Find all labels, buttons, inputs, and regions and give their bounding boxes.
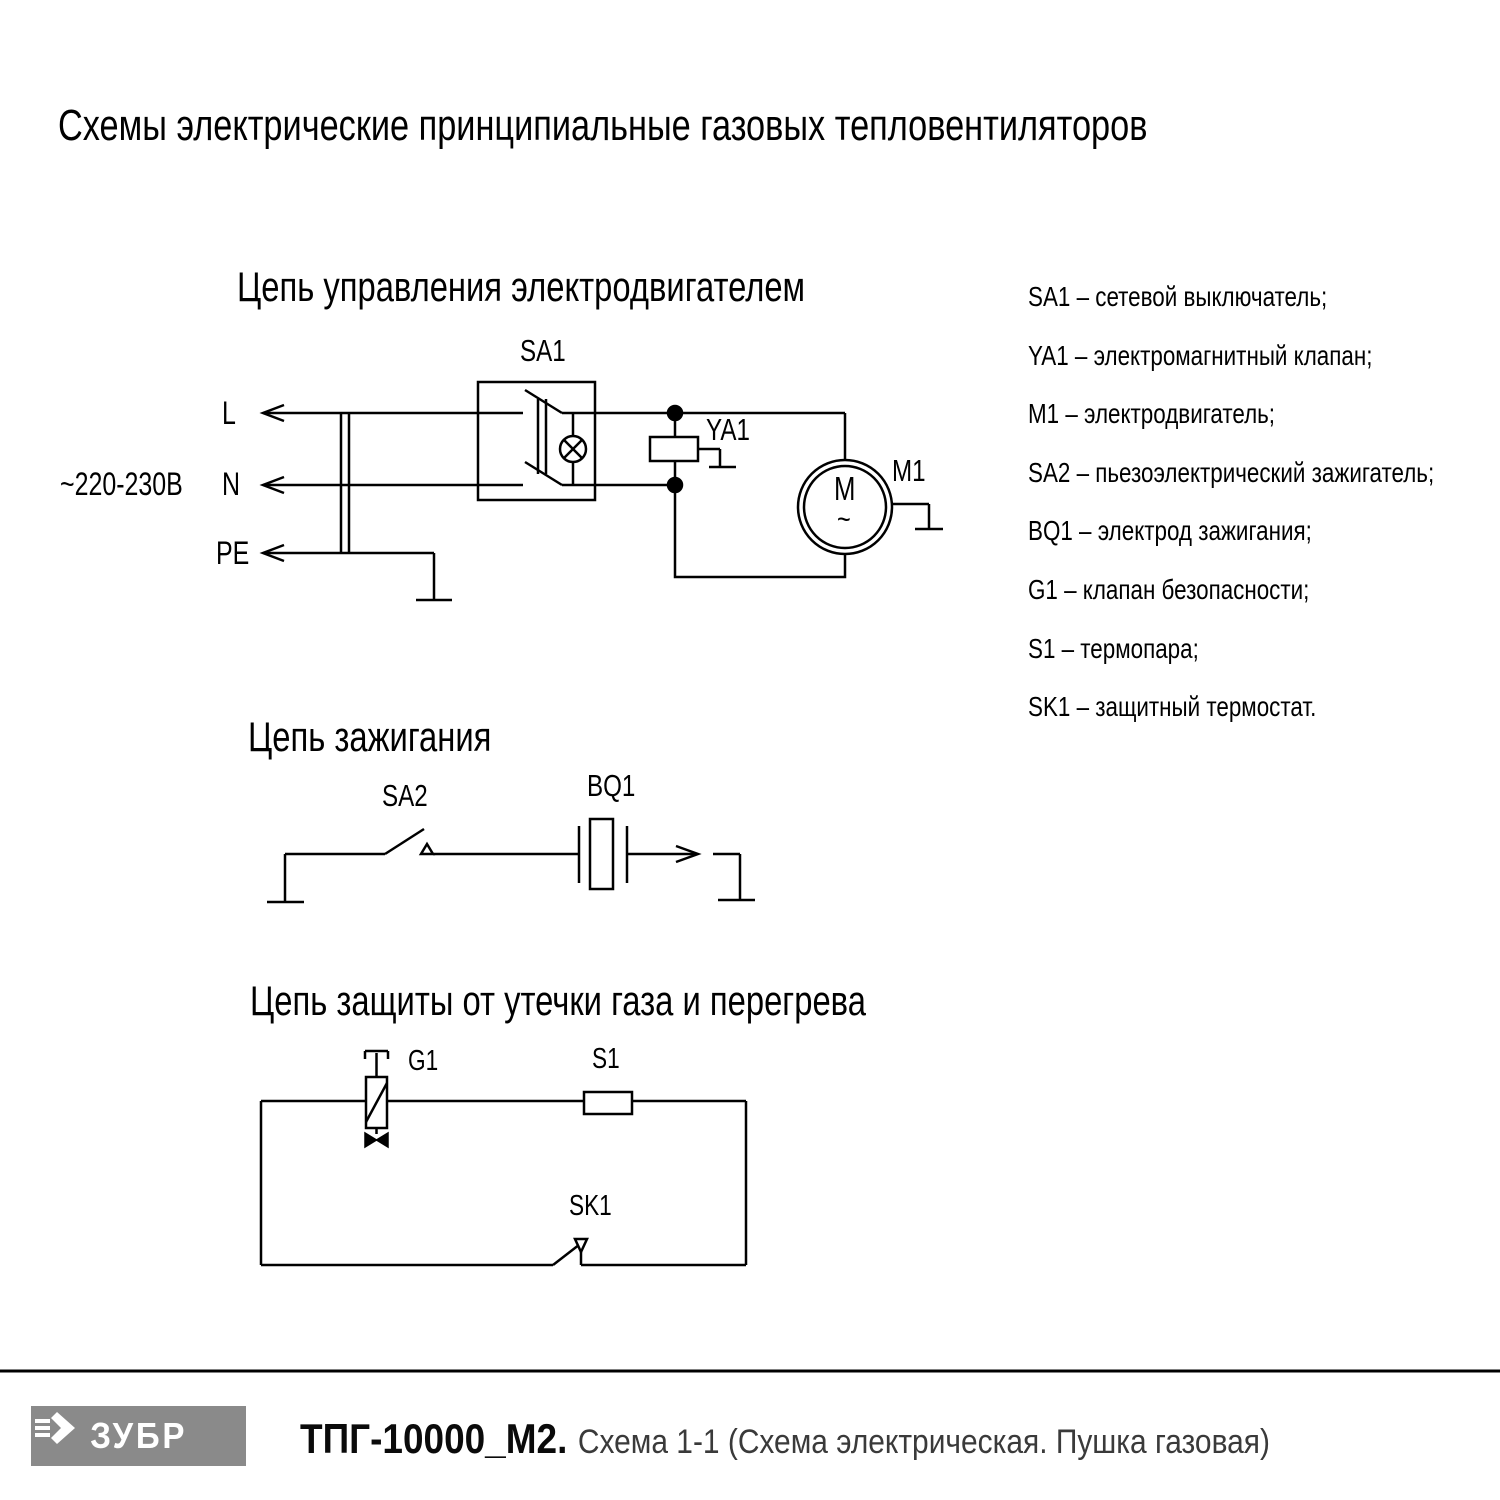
right-ground-icon — [713, 854, 755, 900]
sk1-thermostat-symbol — [553, 1239, 587, 1265]
ya1-label: YA1 — [706, 412, 750, 447]
s1-thermocouple-symbol — [584, 1092, 632, 1114]
terminal-pe-label: PE — [216, 535, 250, 571]
legend-item: M1 – электродвигатель; — [1028, 398, 1276, 430]
g1-label: G1 — [408, 1045, 439, 1077]
sa2-switch-symbol — [385, 829, 433, 854]
s1-label: S1 — [592, 1043, 620, 1075]
circuit3-heading: Цепь защиты от утечки газа и перегрева — [250, 977, 866, 1024]
m1-label: M1 — [892, 453, 926, 488]
legend-item: BQ1 – электрод зажигания; — [1028, 515, 1312, 547]
circuit2-heading: Цепь зажигания — [248, 713, 492, 760]
circuit2-schematic — [267, 819, 755, 902]
ya1-ground-icon — [698, 449, 736, 467]
voltage-label: ~220-230В — [60, 466, 183, 502]
legend-item: SA2 – пьезоэлектрический зажигатель; — [1028, 456, 1435, 488]
motor-letter: М — [834, 470, 856, 507]
motor-wave: ~ — [837, 503, 851, 536]
legend-item: SK1 – защитный термостат. — [1028, 691, 1317, 723]
legend-item: YA1 – электромагнитный клапан; — [1028, 339, 1373, 371]
terminal-l-label: L — [222, 395, 236, 431]
footer-scheme-label: Схема 1-1 (Схема электрическая. Пушка газовая) — [577, 1423, 1270, 1461]
terminal-arrow-n-icon — [263, 477, 478, 493]
left-ground-icon — [267, 854, 304, 902]
legend-item: SA1 – сетевой выключатель; — [1028, 281, 1328, 312]
circuit3-schematic — [261, 1051, 746, 1265]
spark-arrow-icon — [627, 846, 698, 862]
pe-ground-icon — [416, 553, 452, 600]
sa2-label: SA2 — [382, 778, 428, 813]
legend-item: G1 – клапан безопасности; — [1028, 574, 1310, 605]
lamp-icon — [560, 413, 586, 485]
sa1-switch-symbol — [478, 382, 595, 500]
terminal-n-label: N — [222, 466, 241, 502]
footer-model-label: ТПГ-10000_М2. — [300, 1415, 568, 1462]
zubr-logo-icon — [31, 1406, 79, 1450]
terminal-arrow-l-icon — [263, 405, 478, 421]
sa1-label: SA1 — [520, 333, 566, 368]
zubr-logo-text: ЗУБР — [89, 1415, 188, 1456]
motor-ground-icon — [891, 504, 943, 529]
gas-valve-bowtie-icon — [365, 1133, 388, 1147]
cable-bundle-lines — [341, 413, 349, 553]
zubr-logo — [31, 1406, 246, 1466]
sk1-label: SK1 — [569, 1190, 612, 1222]
footer-caption-row — [300, 1415, 1270, 1462]
page-title: Схемы электрические принципиальные газовых тепловентиляторов — [58, 101, 1148, 150]
circuit1-heading: Цепь управления электродвигателем — [237, 263, 806, 310]
g1-valve-symbol — [365, 1051, 388, 1147]
bq1-label: BQ1 — [587, 768, 636, 803]
legend-item: S1 – термопара; — [1028, 632, 1199, 664]
bq1-electrode-symbol — [579, 819, 627, 889]
